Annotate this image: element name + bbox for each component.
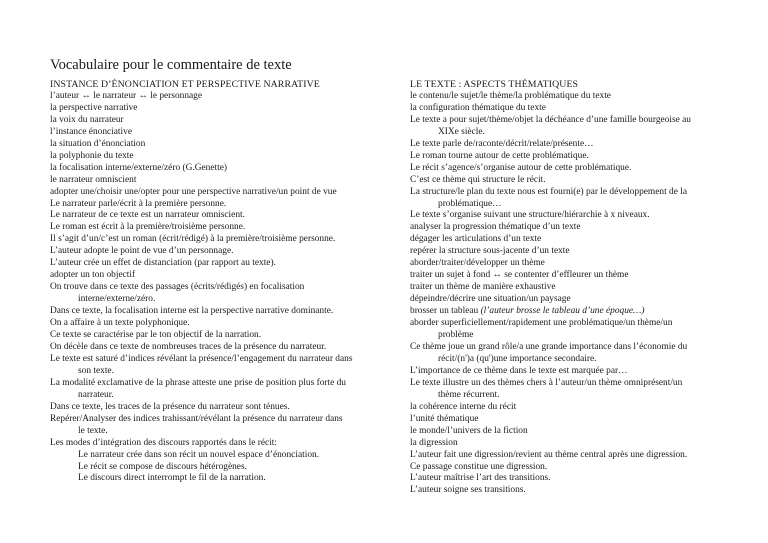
text-line: Les modes d’intégration des discours rapportés dans le récit: xyxy=(50,437,278,448)
text-line: la voix du narrateur xyxy=(50,114,124,125)
text-line: Le roman tourne autour de cette problématique. xyxy=(410,150,589,161)
text-line: repérer la structure sous-jacente d’un texte xyxy=(410,246,570,257)
text-line: thème récurrent. xyxy=(438,389,500,400)
left-column xyxy=(50,79,375,485)
text-line: aborder/traiter/développer un thème xyxy=(410,258,545,269)
example-italic: (l’auteur brosse le tableau d’une époque…) xyxy=(480,306,645,317)
text-line: adopter une/choisir une/opter pour une perspective narrative/un point de vue xyxy=(50,186,337,197)
text-line: la polyphonie du texte xyxy=(50,150,134,161)
text-line: Ce texte se caractérise par le ton objectif de la narration. xyxy=(50,330,262,341)
text-line: Dans ce texte, la focalisation interne est la perspective narrative dominante. xyxy=(50,306,334,317)
text-line: Repérer/Analyser des indices trahissant/révélant la présence du narrateur dans xyxy=(50,413,343,424)
text-line: l’unité thématique xyxy=(410,413,479,424)
text-line: Le texte parle de/raconte/décrit/relate/présente… xyxy=(410,138,594,149)
text-line: On a affaire à un texte polyphonique. xyxy=(50,318,190,329)
text-line: La modalité exclamative de la phrase atteste une prise de position plus forte du xyxy=(50,377,346,388)
text-line: Le roman est écrit à la première/troisième personne. xyxy=(50,222,246,233)
text-line: traiter un thème de manière exhaustive xyxy=(410,282,556,293)
right-heading: LE TEXTE : ASPECTS THÉMATIQUES xyxy=(410,79,579,90)
page-title: Vocabulaire pour le commentaire de texte xyxy=(50,57,292,73)
text-line: problématique… xyxy=(438,198,502,209)
text-line: Le texte a pour sujet/thème/objet la déchéance d’une famille bourgeoise au xyxy=(410,114,691,125)
text-line: son texte. xyxy=(78,365,114,376)
text-line: le narrateur omniscient xyxy=(50,174,137,185)
text-line: Le narrateur parle/écrit à la première personne. xyxy=(50,198,227,209)
text-line: dépeindre/décrire une situation/un paysage xyxy=(410,294,571,305)
text-line: traiter un sujet à fond ↔ se contenter d’effleurer un thème xyxy=(410,270,629,281)
text-line: l’auteur ↔ le narrateur ↔ le personnage xyxy=(50,90,203,101)
text-line: dégager les articulations d’un texte xyxy=(410,234,542,245)
text-line: La structure/le plan du texte nous est fourni(e) par le développement de la xyxy=(410,186,687,197)
text-line: On trouve dans ce texte des passages (écrits/rédigés) en focalisation xyxy=(50,282,305,293)
text-line: Le texte illustre un des thèmes chers à l’auteur/un thème omniprésent/un xyxy=(410,377,683,388)
text-line: Le texte s’organise suivant une structure/hiérarchie à x niveaux. xyxy=(410,210,650,221)
text-line: narrateur. xyxy=(78,389,114,400)
text-line: la focalisation interne/externe/zéro (G.Genette) xyxy=(50,162,227,173)
text-line: le texte. xyxy=(78,425,108,436)
text-line: On décèle dans ce texte de nombreuses traces de la présence du narrateur. xyxy=(50,341,327,352)
text-line: L’auteur adopte le point de vue d’un personnage. xyxy=(50,246,234,257)
right-column xyxy=(410,79,730,497)
text-line: adopter un ton objectif xyxy=(50,270,136,281)
text-line: la configuration thématique du texte xyxy=(410,102,546,113)
left-heading: INSTANCE D’ÉNONCIATION ET PERSPECTIVE NARRATIVE xyxy=(50,79,320,90)
text-line: Le texte est saturé d’indices révélant la présence/l’engagement du narrateur dans xyxy=(50,353,353,364)
text-line: analyser la progression thématique d’un texte xyxy=(410,222,581,233)
text-line: XIXe siècle. xyxy=(438,126,485,137)
text-line: Le narrateur de ce texte est un narrateur omniscient. xyxy=(50,210,245,221)
text-line: interne/externe/zéro. xyxy=(78,294,156,305)
text-line: C’est ce thème qui structure le récit. xyxy=(410,174,546,185)
text-line: l’instance énonciative xyxy=(50,126,132,137)
text-line: la perspective narrative xyxy=(50,102,138,113)
text-line: le monde/l’univers de la fiction xyxy=(410,425,528,436)
text-line: Le narrateur crée dans son récit un nouvel espace d’énonciation. xyxy=(78,449,320,460)
text-line-main: brosser un tableau xyxy=(410,306,479,317)
text-line: Le discours direct interrompt le fil de la narration. xyxy=(78,473,266,484)
text-line xyxy=(410,306,730,318)
text-line: L’auteur soigne ses transitions. xyxy=(410,485,526,496)
text-line: L’importance de ce thème dans le texte est marquée par… xyxy=(410,365,628,376)
text-line: problème xyxy=(438,330,474,341)
text-line: Le récit se compose de discours hétérogènes. xyxy=(78,461,247,472)
text-line: Dans ce texte, les traces de la présence du narrateur sont ténues. xyxy=(50,401,290,412)
text-line: L’auteur maîtrise l’art des transitions. xyxy=(410,473,551,484)
text-line: la cohérence interne du récit xyxy=(410,401,517,412)
text-line: Ce thème joue un grand rôle/a une grande importance dans l’économie du xyxy=(410,341,688,352)
text-line: récit/(n')a (qu')une importance secondaire. xyxy=(438,353,597,364)
text-line: Le récit s’agence/s’organise autour de cette problématique. xyxy=(410,162,632,173)
text-line: la situation d’énonciation xyxy=(50,138,146,149)
text-line: Ce passage constitue une digression. xyxy=(410,461,548,472)
text-line: aborder superficiellement/rapidement une problématique/un thème/un xyxy=(410,318,673,329)
text-line: L’auteur crée un effet de distanciation (par rapport au texte). xyxy=(50,258,276,269)
text-line: la digression xyxy=(410,437,458,448)
text-line: Il s’agit d’un/c’est un roman (écrit/rédigé) à la première/troisième personne. xyxy=(50,234,336,245)
text-line: le contenu/le sujet/le thème/la problématique du texte xyxy=(410,90,611,101)
text-line: L’auteur fait une digression/revient au thème central après une digression. xyxy=(410,449,688,460)
